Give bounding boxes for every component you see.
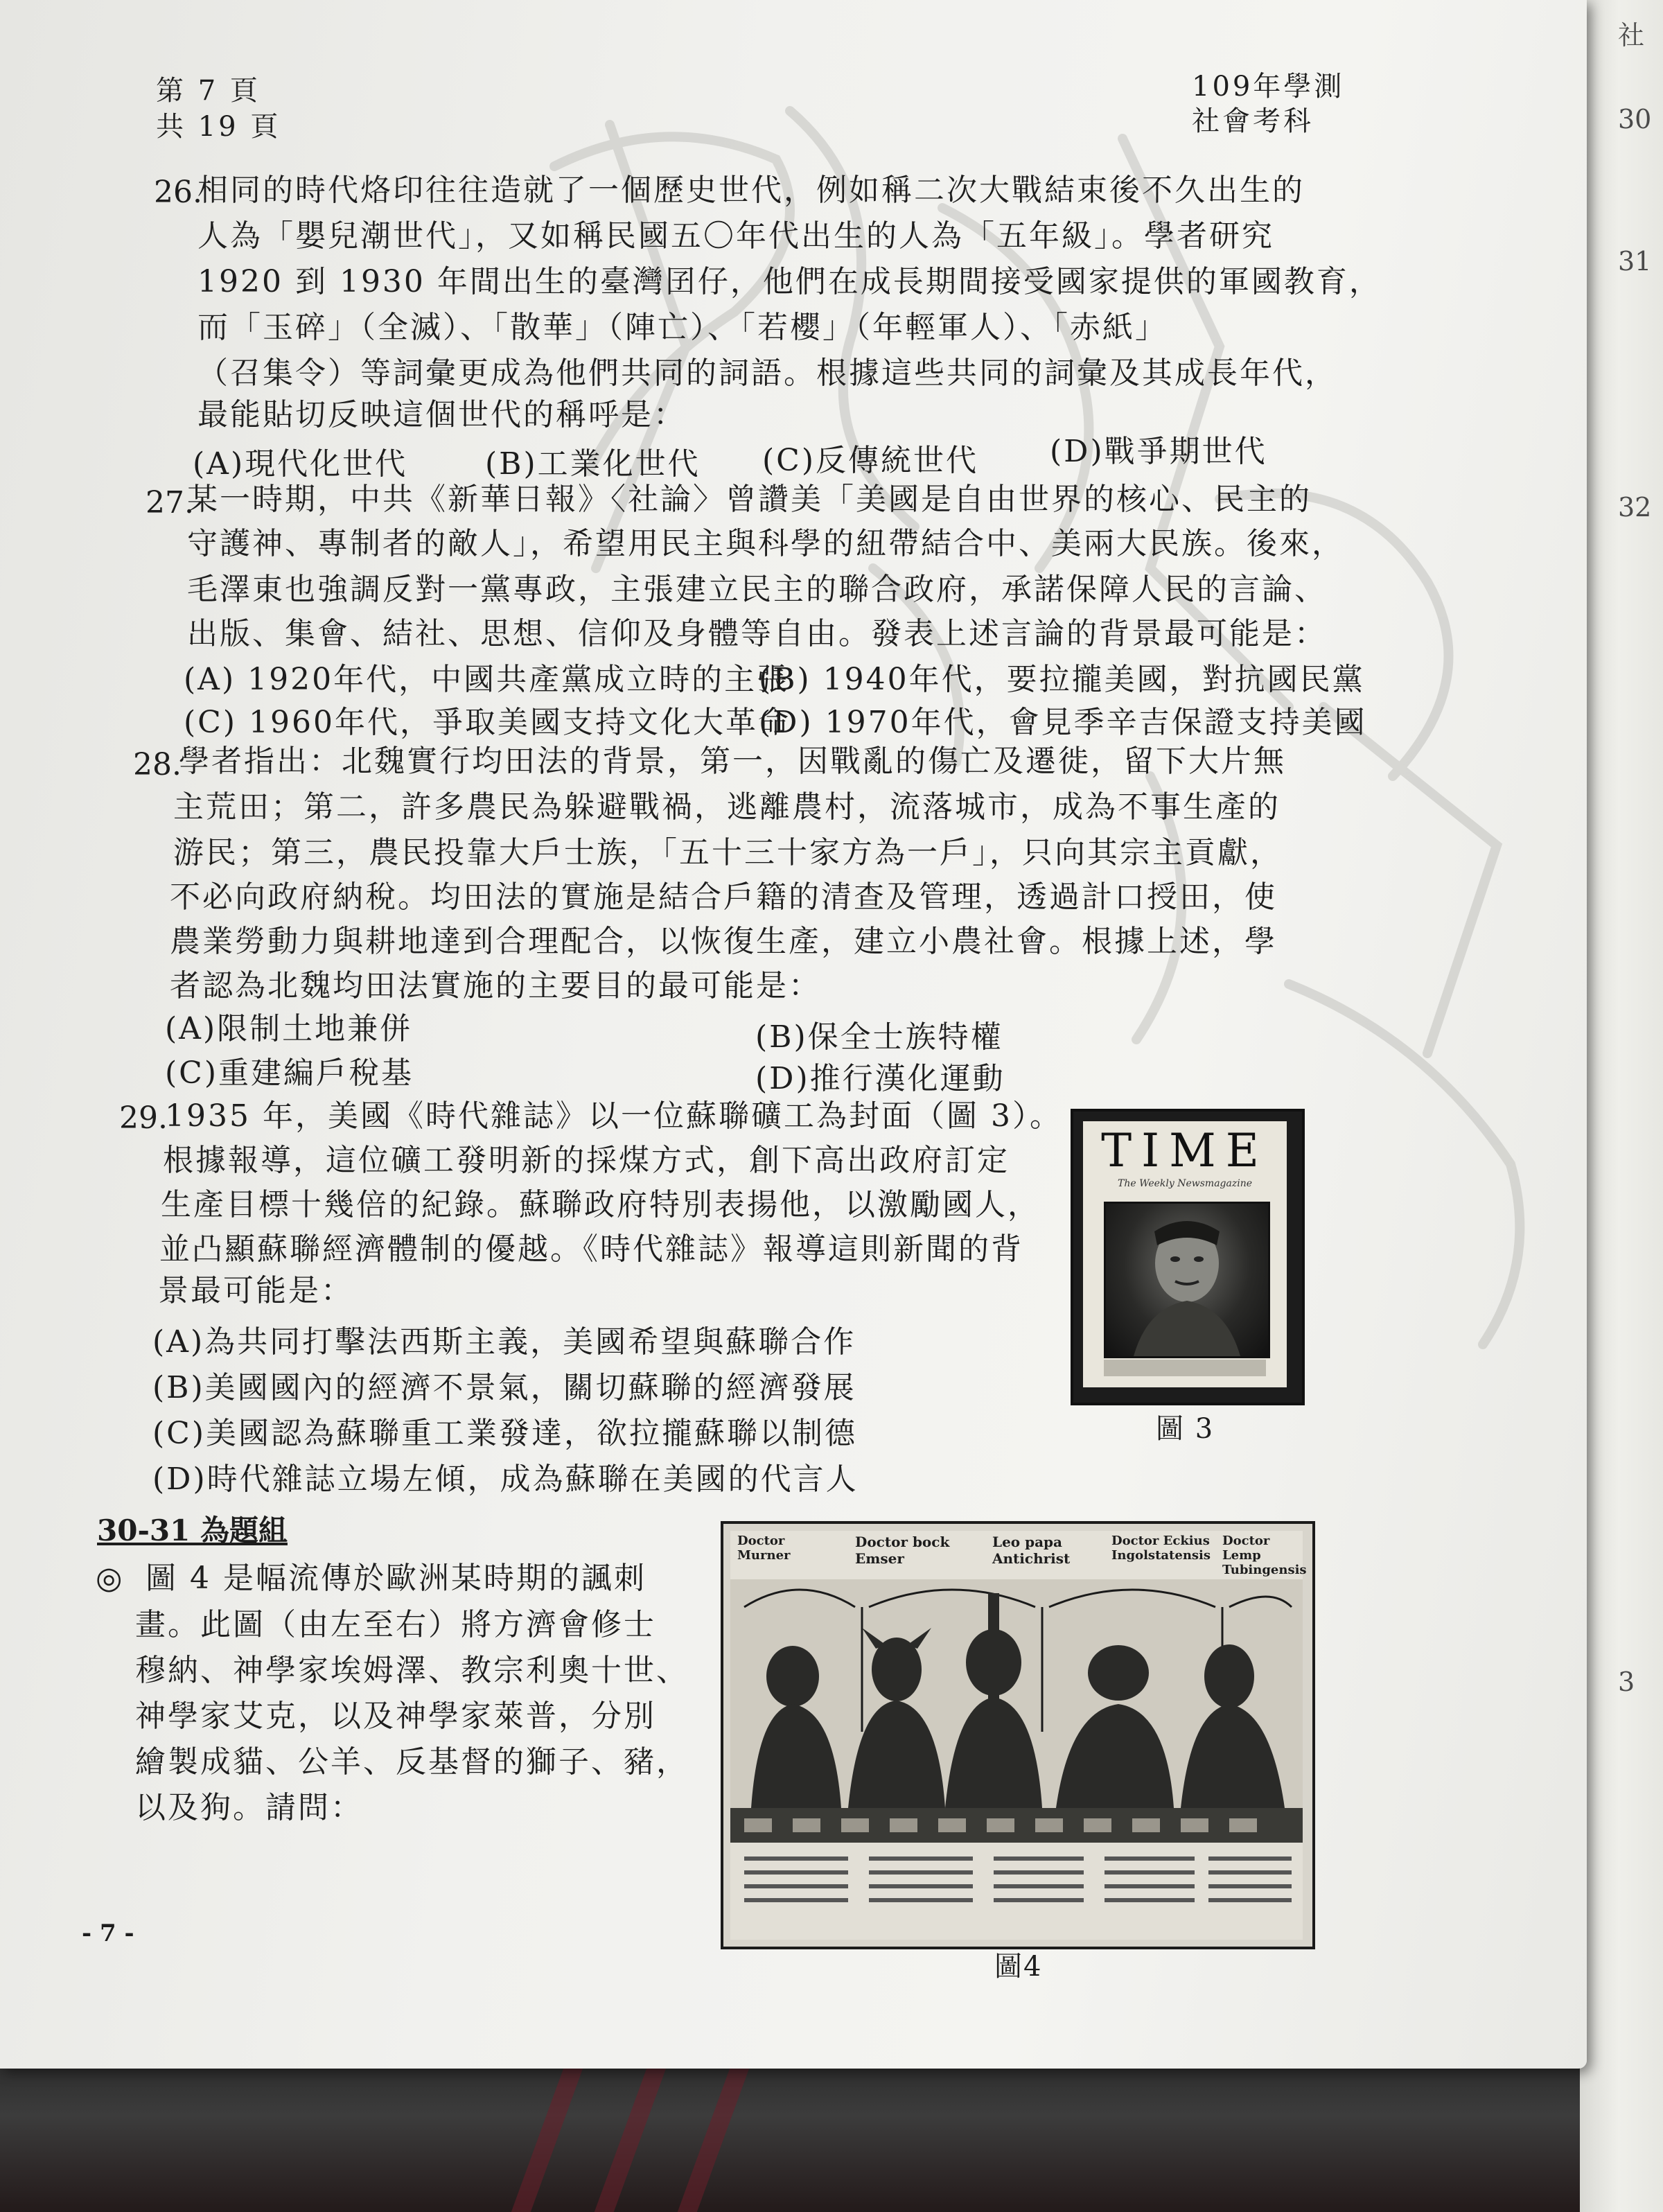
woodcut-figures-illustration [730,1579,1303,1940]
option-c[interactable]: (C) 1960年代，爭取美國支持文化大革命 [184,705,791,740]
option-d[interactable]: (D)時代雜誌立場左傾，成為蘇聯在美國的代言人 [152,1462,859,1497]
question-27-line: 毛澤東也強調反對一黨專政，主張建立民主的聯合政府，承諾保障人民的言論、 [187,572,1327,607]
group-stem-line: 穆納、神學家埃姆澤、教宗利奧十世、 [135,1653,689,1688]
option-b[interactable]: (B)工業化世代 [485,446,701,482]
question-number: 28. [133,747,182,782]
page-total: 共 19 頁 [156,111,281,143]
exam-subject: 社會考科 [1192,105,1314,137]
question-group-title: 30-31 為題組 [97,1513,288,1547]
cover-footer-band [1104,1360,1266,1376]
question-28-line: 游民；第三，農民投靠大戶士族，「五十三十家方為一戶」，只向其宗主貢獻， [173,835,1283,870]
question-26-line: 人為「嬰兒潮世代」，又如稱民國五〇年代出生的人為「五年級」。學者研究 [197,218,1274,254]
question-27-line: 某一時期，中共《新華日報》〈社論〉曾讚美「美國是自由世界的核心、民主的 [187,482,1312,517]
woodcut-label: Doctor Lemp Tubingensis [1222,1534,1307,1577]
option-d[interactable]: (D)推行漢化運動 [755,1061,1005,1096]
group-stem-line: 以及狗。請問： [135,1790,363,1825]
question-28-line: 主荒田；第二，許多農民為躲避戰禍，逃離農村，流落城市，成為不事生產的 [173,789,1281,825]
option-c[interactable]: (C)反傳統世代 [762,443,978,478]
question-28-line: 學者指出：北魏實行均田法的背景，第一，因戰亂的傷亡及遷徙，留下大片無 [179,744,1286,779]
question-28-line: 者認為北魏均田法實施的主要目的最可能是： [170,968,821,1003]
option-d[interactable]: (D)戰爭期世代 [1050,434,1267,469]
option-b[interactable]: (B)保全士族特權 [755,1019,1003,1055]
woodcut-label: Doctor Murner [737,1534,791,1563]
question-28-line: 不必向政府納稅。均田法的實施是結合戶籍的清查及管理，透過計口授田，使 [170,879,1277,915]
question-29-line: 根據報導，這位礦工發明新的採煤方式，創下高出政府訂定 [163,1143,1010,1178]
figure-4-caption: 圖4 [994,1951,1043,1983]
group-stem-line: 畫。此圖（由左至右）將方濟會修士 [135,1607,656,1642]
question-29-line: 1935 年，美國《時代雜誌》以一位蘇聯礦工為封面（圖 3）。 [165,1098,1062,1134]
question-number: 29. [119,1100,168,1136]
group-stem-line: 圖 4 是幅流傳於歐洲某時期的諷刺 [146,1561,646,1596]
question-26-line: 最能貼切反映這個世代的稱呼是： [197,397,686,432]
woodcut-label: Doctor Eckius Ingolstatensis [1111,1534,1211,1563]
option-d[interactable]: (D) 1970年代，會見季辛吉保證支持美國 [759,705,1367,740]
question-26-line: 而「玉碎」（全滅）、「散華」（陣亡）、「若櫻」（年輕軍人）、「赤紙」 [197,310,1168,345]
cover-portrait [1104,1202,1270,1358]
adjacent-page-text: 31 [1618,246,1652,276]
question-number: 27. [146,485,194,520]
question-26-line: （召集令）等詞彙更成為他們共同的詞語。根據這些共同的詞彙及其成長年代， [197,356,1337,391]
time-magazine-cover [1071,1109,1305,1405]
woodcut-label: Doctor bock Emser [855,1534,950,1567]
question-26-line: 1920 到 1930 年間出生的臺灣囝仔，他們在成長期間接受國家提供的軍國教育， [197,264,1382,299]
question-26-line: 相同的時代烙印往往造就了一個歷史世代，例如稱二次大戰結束後不久出生的 [197,173,1305,208]
miner-portrait-icon [1106,1204,1268,1356]
question-29-line: 景最可能是： [158,1273,353,1308]
option-a[interactable]: (A)為共同打擊法西斯主義，美國希望與蘇聯合作 [152,1324,856,1360]
floor-background [0,2051,1663,2212]
option-a[interactable]: (A)限制土地兼併 [165,1011,413,1046]
page-number: 第 7 頁 [156,75,261,107]
adjacent-page [1580,0,1663,2212]
option-a[interactable]: (A) 1920年代，中國共產黨成立時的主張 [184,662,790,697]
adjacent-page-text: 社 [1618,20,1645,51]
adjacent-page-text: 30 [1618,104,1652,134]
question-number: 26. [154,175,202,210]
cover-masthead: TIME [1101,1124,1269,1177]
question-28-line: 農業勞動力與耕地達到合理配合，以恢復生產，建立小農社會。根據上述，學 [170,924,1277,959]
question-29-line: 生產目標十幾倍的紀錄。蘇聯政府特別表揚他，以激勵國人， [161,1187,1040,1222]
group-bullet: ◎ [96,1561,123,1596]
option-c[interactable]: (C)美國認為蘇聯重工業發達，欲拉攏蘇聯以制德 [152,1416,857,1451]
footer-page-number: - 7 - [82,1920,134,1947]
group-stem-line: 繪製成貓、公羊、反基督的獅子、豬， [135,1744,689,1780]
option-a[interactable]: (A)現代化世代 [193,446,408,482]
figure-3-caption: 圖 3 [1156,1413,1215,1445]
woodcut-label: Leo papa Antichrist [992,1534,1071,1567]
adjacent-page-text: 32 [1618,492,1652,523]
question-27-line: 守護神、專制者的敵人」，希望用民主與科學的紐帶結合中、美兩大民族。後來， [187,526,1344,561]
option-b[interactable]: (B)美國國內的經濟不景氣，關切蘇聯的經濟發展 [152,1370,856,1405]
satirical-woodcut [721,1521,1315,1949]
question-29-line: 並凸顯蘇聯經濟體制的優越。《時代雜誌》報導這則新聞的背 [159,1231,1023,1267]
adjacent-page-text: 3 [1618,1667,1635,1697]
option-b[interactable]: (B) 1940年代，要拉攏美國，對抗國民黨 [759,662,1365,697]
question-27-line: 出版、集會、結社、思想、信仰及身體等自由。發表上述言論的背景最可能是： [187,616,1327,651]
cover-tagline: The Weekly Newsmagazine [1117,1178,1253,1189]
group-stem-line: 神學家艾克，以及神學家萊普，分別 [135,1698,656,1734]
option-c[interactable]: (C)重建編戶稅基 [165,1055,414,1091]
exam-title: 109年學測 [1192,71,1345,103]
